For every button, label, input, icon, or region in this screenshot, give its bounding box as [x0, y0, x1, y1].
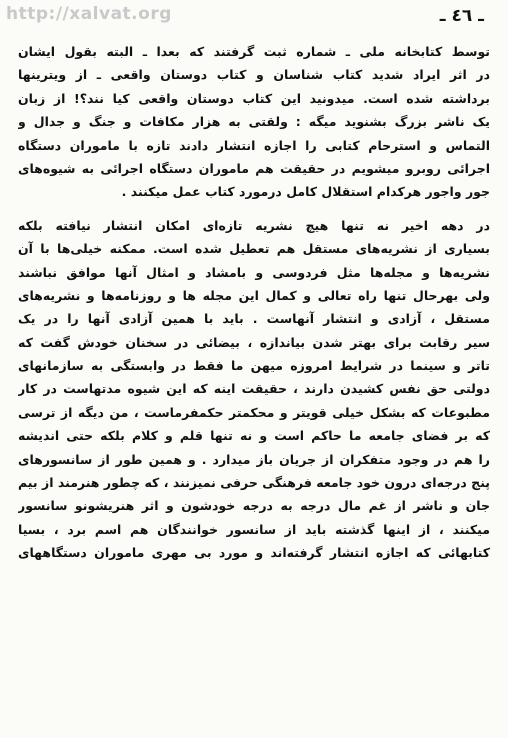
text-line: یک ناشر بزرگ بشنوید میگه : ولقتی به هزار مکافات و جنگ و جدال و: [18, 114, 490, 130]
text-line: را هم در وجود متفکران از جریان باز میدارد . و همین طور از سانسورهای: [18, 451, 490, 467]
body-text: [18, 40, 490, 565]
text-line: جان و ناشر از غم مال درجه به درجه خودشون و اثر هنریشونو سانسور: [18, 498, 490, 514]
text-line: اجرائی روبرو میشویم در حقیقت هم ماموران دستگاه اجرائی به شیوه‌های: [18, 160, 490, 176]
text-line: توسط کتابخانه ملی ـ شماره ثبت گرفتند که بعدا ـ البته بقول ایشان: [18, 44, 490, 59]
text-line: بسیاری از نشریه‌های مستقل هم تعطیل شده است. ممکنه خیلی‌ها با آن: [18, 241, 490, 257]
text-line: دولتی حق نفس کشیدن دارند ، حقیقت اینه که این شیوه مدتهاست در کار: [18, 381, 490, 397]
text-line: سیر رقابت برای بهتر شدن بیاندازه ، بیضائی در سخنان خودش گفت که: [18, 334, 490, 350]
text-line: پنج درجه‌ای درون خود جامعه فرهنگی حرفی نمیزنند ، که چطور هنرمند از بیم: [18, 475, 490, 491]
text-line: که بر فضای جامعه ما حاکم است و نه تنها قلم و کلام بلکه حتی اندیشه: [18, 428, 490, 444]
watermark: http://xalvat.org: [6, 4, 172, 24]
text-line: التماس و استرحام کتابی را اجازه انتشار دادند تازه با ماموران دستگاه: [18, 137, 490, 153]
text-line: مطبوعات که بشکل خیلی قویتر و محکمتر حکمفرماست ، من دیگه از ترسی: [18, 404, 490, 420]
text-line: نشریه‌ها و مجله‌ها مثل فردوسی و بامشاد و امثال آنها موافق نباشند: [18, 264, 490, 280]
text-line: کتابهائی که اجازه انتشار گرفته‌اند و مورد بی مهری ماموران دستگاههای: [18, 545, 490, 561]
text-line: میکنند ، از اینها گذشته باید از سانسور خوانندگان هم اسم برد ، بسیا: [18, 521, 490, 537]
text-line: مستقل ، آزادی و انتشار آنهاست . باید با همین آزادی آنها را در یک: [18, 311, 490, 327]
page-number: ـ ٤٦ ـ: [439, 6, 484, 26]
text-line: در اثر ایراد شدید کتاب شناسان و کتاب دوستان واقعی ـ از ویترینها: [18, 67, 490, 83]
text-line: برداشته شده است. میدونید این کتاب دوستان واقعی کیا نند؟! از زبان: [18, 90, 490, 106]
text-line: تاتر و سینما در شرایط امروزه میهن ما فقط در وابستگی به سازمانهای: [18, 358, 490, 374]
text-line: در دهه اخیر نه تنها هیچ نشریه تازه‌ای امکان انتشار نیافته بلکه: [18, 217, 490, 233]
text-line: ولی بهرحال تنها راه تعالی و کمال این مجله ها و روزنامه‌ها و نشریه‌های: [18, 287, 490, 303]
text-line: جور واجور هرکدام استقلال کامل درمورد کتاب عمل میکنند .: [121, 184, 490, 200]
